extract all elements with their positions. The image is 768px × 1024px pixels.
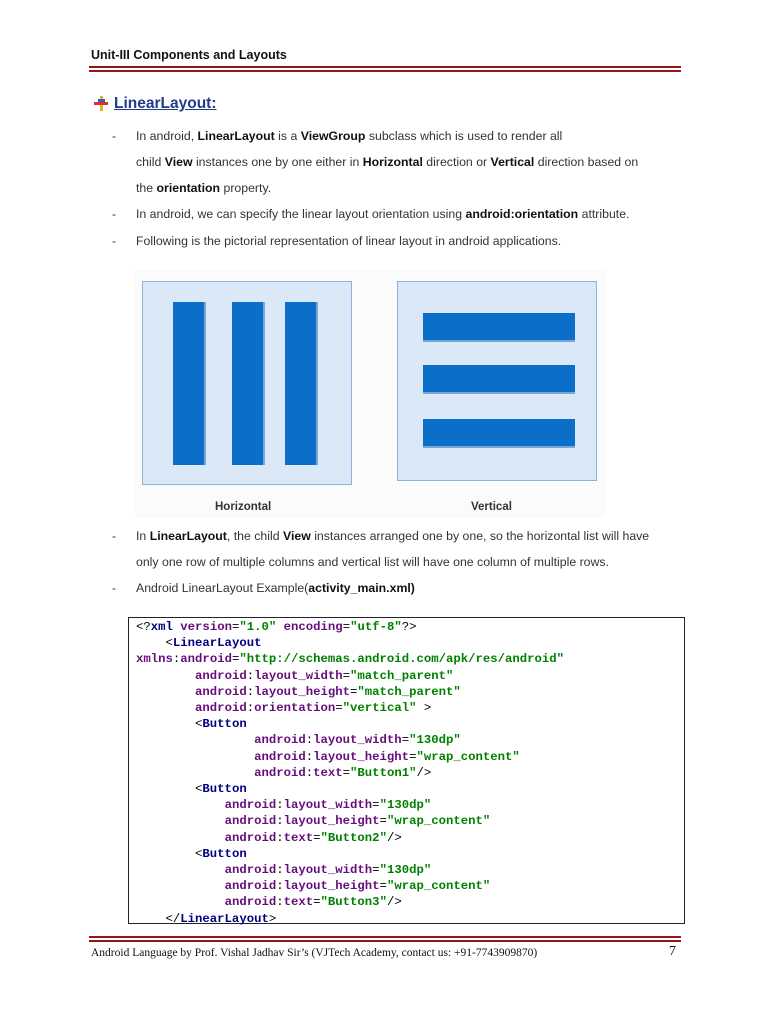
code-attribute: text [283,830,314,845]
header-rule [89,70,681,72]
bullet-dash: - [112,529,117,543]
code-punct [136,701,195,715]
horizontal-child-view [173,302,206,465]
code-attribute: android [224,830,277,845]
code-line [136,637,261,649]
footer-text: Android Language by Prof. Vishal Jadhav Sir’s (VJTech Academy, contact us: +91-7743909870) [91,947,538,959]
code-line [136,864,431,876]
footer-rule [89,936,681,938]
code-attribute: android [180,652,232,667]
code-punct [136,669,195,683]
code-line [136,848,247,860]
code-attribute: layout_width [254,668,343,683]
code-line [136,815,490,827]
code-tag: Button [202,717,247,732]
bullet-text: Android LinearLayout Example(activity_main.xml) [136,581,415,595]
code-value: "vertical" [342,701,417,715]
vertical-panel [397,281,597,481]
code-tag: LinearLayout [172,636,262,651]
code-attribute: text [283,895,314,910]
code-line [136,880,490,892]
code-line [136,621,417,633]
bullet-text: In LinearLayout, the child View instances arranged one by one, so the horizontal list will have [136,529,650,543]
code-attribute: layout_height [283,879,380,894]
code-punct: : [276,798,284,813]
code-line [136,767,431,779]
bullet-text: only one row of multiple columns and vertical list will have one column of multiple rows. [136,555,609,569]
code-attribute: android [254,733,306,748]
code-value: "match_parent" [350,668,454,683]
code-punct [136,733,254,747]
code-tag: Button [202,782,247,796]
bullet-text: In android, LinearLayout is a ViewGroup subclass which is used to render all [136,129,563,143]
code-punct [136,750,254,764]
code-value: "Button3" [320,895,387,910]
code-punct: : [305,733,314,748]
code-attribute: layout_height [254,684,351,699]
code-punct: : [276,895,284,910]
code-punct [136,685,195,699]
code-punct: = [372,798,380,813]
code-punct: > [416,701,432,715]
code-punct [136,879,225,893]
code-punct: : [246,684,255,699]
code-tag: Button [202,846,247,861]
bullet-text: Following is the pictorial representation of linear layout in android applications. [136,234,562,248]
code-punct [136,895,225,909]
code-value: "130dp" [409,733,461,748]
code-punct: < [136,846,203,861]
code-attribute: android [224,814,277,829]
code-attribute: layout_height [283,814,380,829]
horizontal-panel [142,281,352,485]
code-punct: : [305,749,314,764]
code-attribute: android [224,895,277,910]
code-attribute: android [224,863,277,877]
code-tag: xml [150,620,181,634]
code-punct: : [276,830,284,845]
section-heading [92,95,216,113]
code-attribute: orientation [254,701,336,715]
code-punct [136,831,225,845]
code-attribute: android [195,668,247,683]
code-attribute: android [195,701,247,715]
code-attribute: encoding [283,620,343,634]
code-punct [136,863,225,877]
code-punct: = [409,749,417,764]
code-attribute: android [224,798,277,813]
code-punct [276,620,283,634]
code-value: "130dp" [379,863,432,877]
code-line [136,670,453,682]
code-value: "utf-8" [350,620,402,634]
code-line [136,783,247,795]
code-value: "wrap_content" [416,749,520,764]
code-attribute: android [254,765,306,780]
code-attribute: layout_height [313,749,410,764]
code-line [136,734,461,746]
bullet-dash: - [112,207,117,221]
bullet-dash: - [112,581,117,595]
code-attribute: layout_width [283,798,373,813]
code-punct: = [379,814,387,829]
bullet-text: child View instances one by one either in Horizontal direction or Vertical direction based on [136,155,639,169]
bullet-text: In android, we can specify the linear layout orientation using android:orientation attribute. [136,207,630,221]
code-attribute: xmlns [136,652,173,667]
code-line [136,653,564,665]
code-punct: = [350,684,358,699]
code-punct: : [246,701,255,715]
code-punct: : [246,668,255,683]
vertical-child-view [423,419,575,448]
code-attribute: android [224,879,277,894]
horizontal-child-view [285,302,318,465]
code-line [136,686,461,698]
code-line [136,913,276,925]
code-punct: : [276,863,284,877]
code-punct: = [401,733,410,748]
code-punct: = [342,668,351,683]
code-punct: : [305,765,314,780]
vertical-caption: Vertical [471,501,512,513]
code-punct: > [268,911,277,926]
code-attribute: android [254,749,306,764]
code-value: "1.0" [239,620,277,634]
code-value: "wrap_content" [386,879,491,894]
code-value: "130dp" [379,798,432,813]
code-punct: = [379,879,387,894]
code-punct: = [342,620,351,634]
code-line [136,832,402,844]
code-punct: ?> [401,620,417,634]
pushpin-icon [92,95,110,113]
code-punct: < [136,782,203,796]
code-punct: = [372,863,380,877]
code-punct: <? [136,620,151,634]
code-punct: </ [136,911,181,926]
code-punct: = [313,830,321,845]
vertical-child-view [423,313,575,342]
code-punct: < [136,636,173,651]
header-rule [89,66,681,68]
page-number: 7 [669,944,676,959]
code-attribute: text [313,765,343,780]
code-punct: = [313,895,321,910]
code-punct [136,798,225,812]
code-line [136,718,247,730]
code-value: "Button2" [320,830,387,845]
section-title: LinearLayout: [114,95,217,112]
code-punct: = [335,701,343,715]
code-line [136,751,520,763]
header-title: Unit-III Components and Layouts [91,48,287,62]
bullet-dash: - [112,129,117,143]
code-attribute: layout_width [313,733,402,748]
code-value: "Button1" [350,765,417,780]
code-line [136,702,431,714]
code-punct: : [172,652,181,667]
code-punct: /> [386,830,402,845]
code-punct: : [276,814,284,829]
code-line [136,896,402,908]
code-punct [136,766,254,780]
code-tag: LinearLayout [180,911,269,926]
code-punct: = [231,652,240,667]
code-punct: < [136,717,203,732]
code-value: "wrap_content" [386,814,491,829]
footer-rule [89,940,681,942]
code-punct [136,814,225,828]
code-attribute: version [180,620,232,634]
code-line [136,799,431,811]
code-punct: = [342,765,351,780]
code-value: "http://schemas.android.com/apk/res/android" [239,652,565,667]
code-punct: : [276,879,284,894]
code-value: "match_parent" [357,684,461,699]
vertical-child-view [423,365,575,394]
code-punct: /> [386,895,402,910]
horizontal-caption: Horizontal [215,501,272,513]
code-punct: = [231,620,240,634]
horizontal-child-view [232,302,265,465]
code-attribute: layout_width [283,863,373,877]
bullet-dash: - [112,234,117,248]
code-attribute: android [195,684,247,699]
code-punct: /> [416,765,432,780]
bullet-text: the orientation property. [136,181,272,195]
